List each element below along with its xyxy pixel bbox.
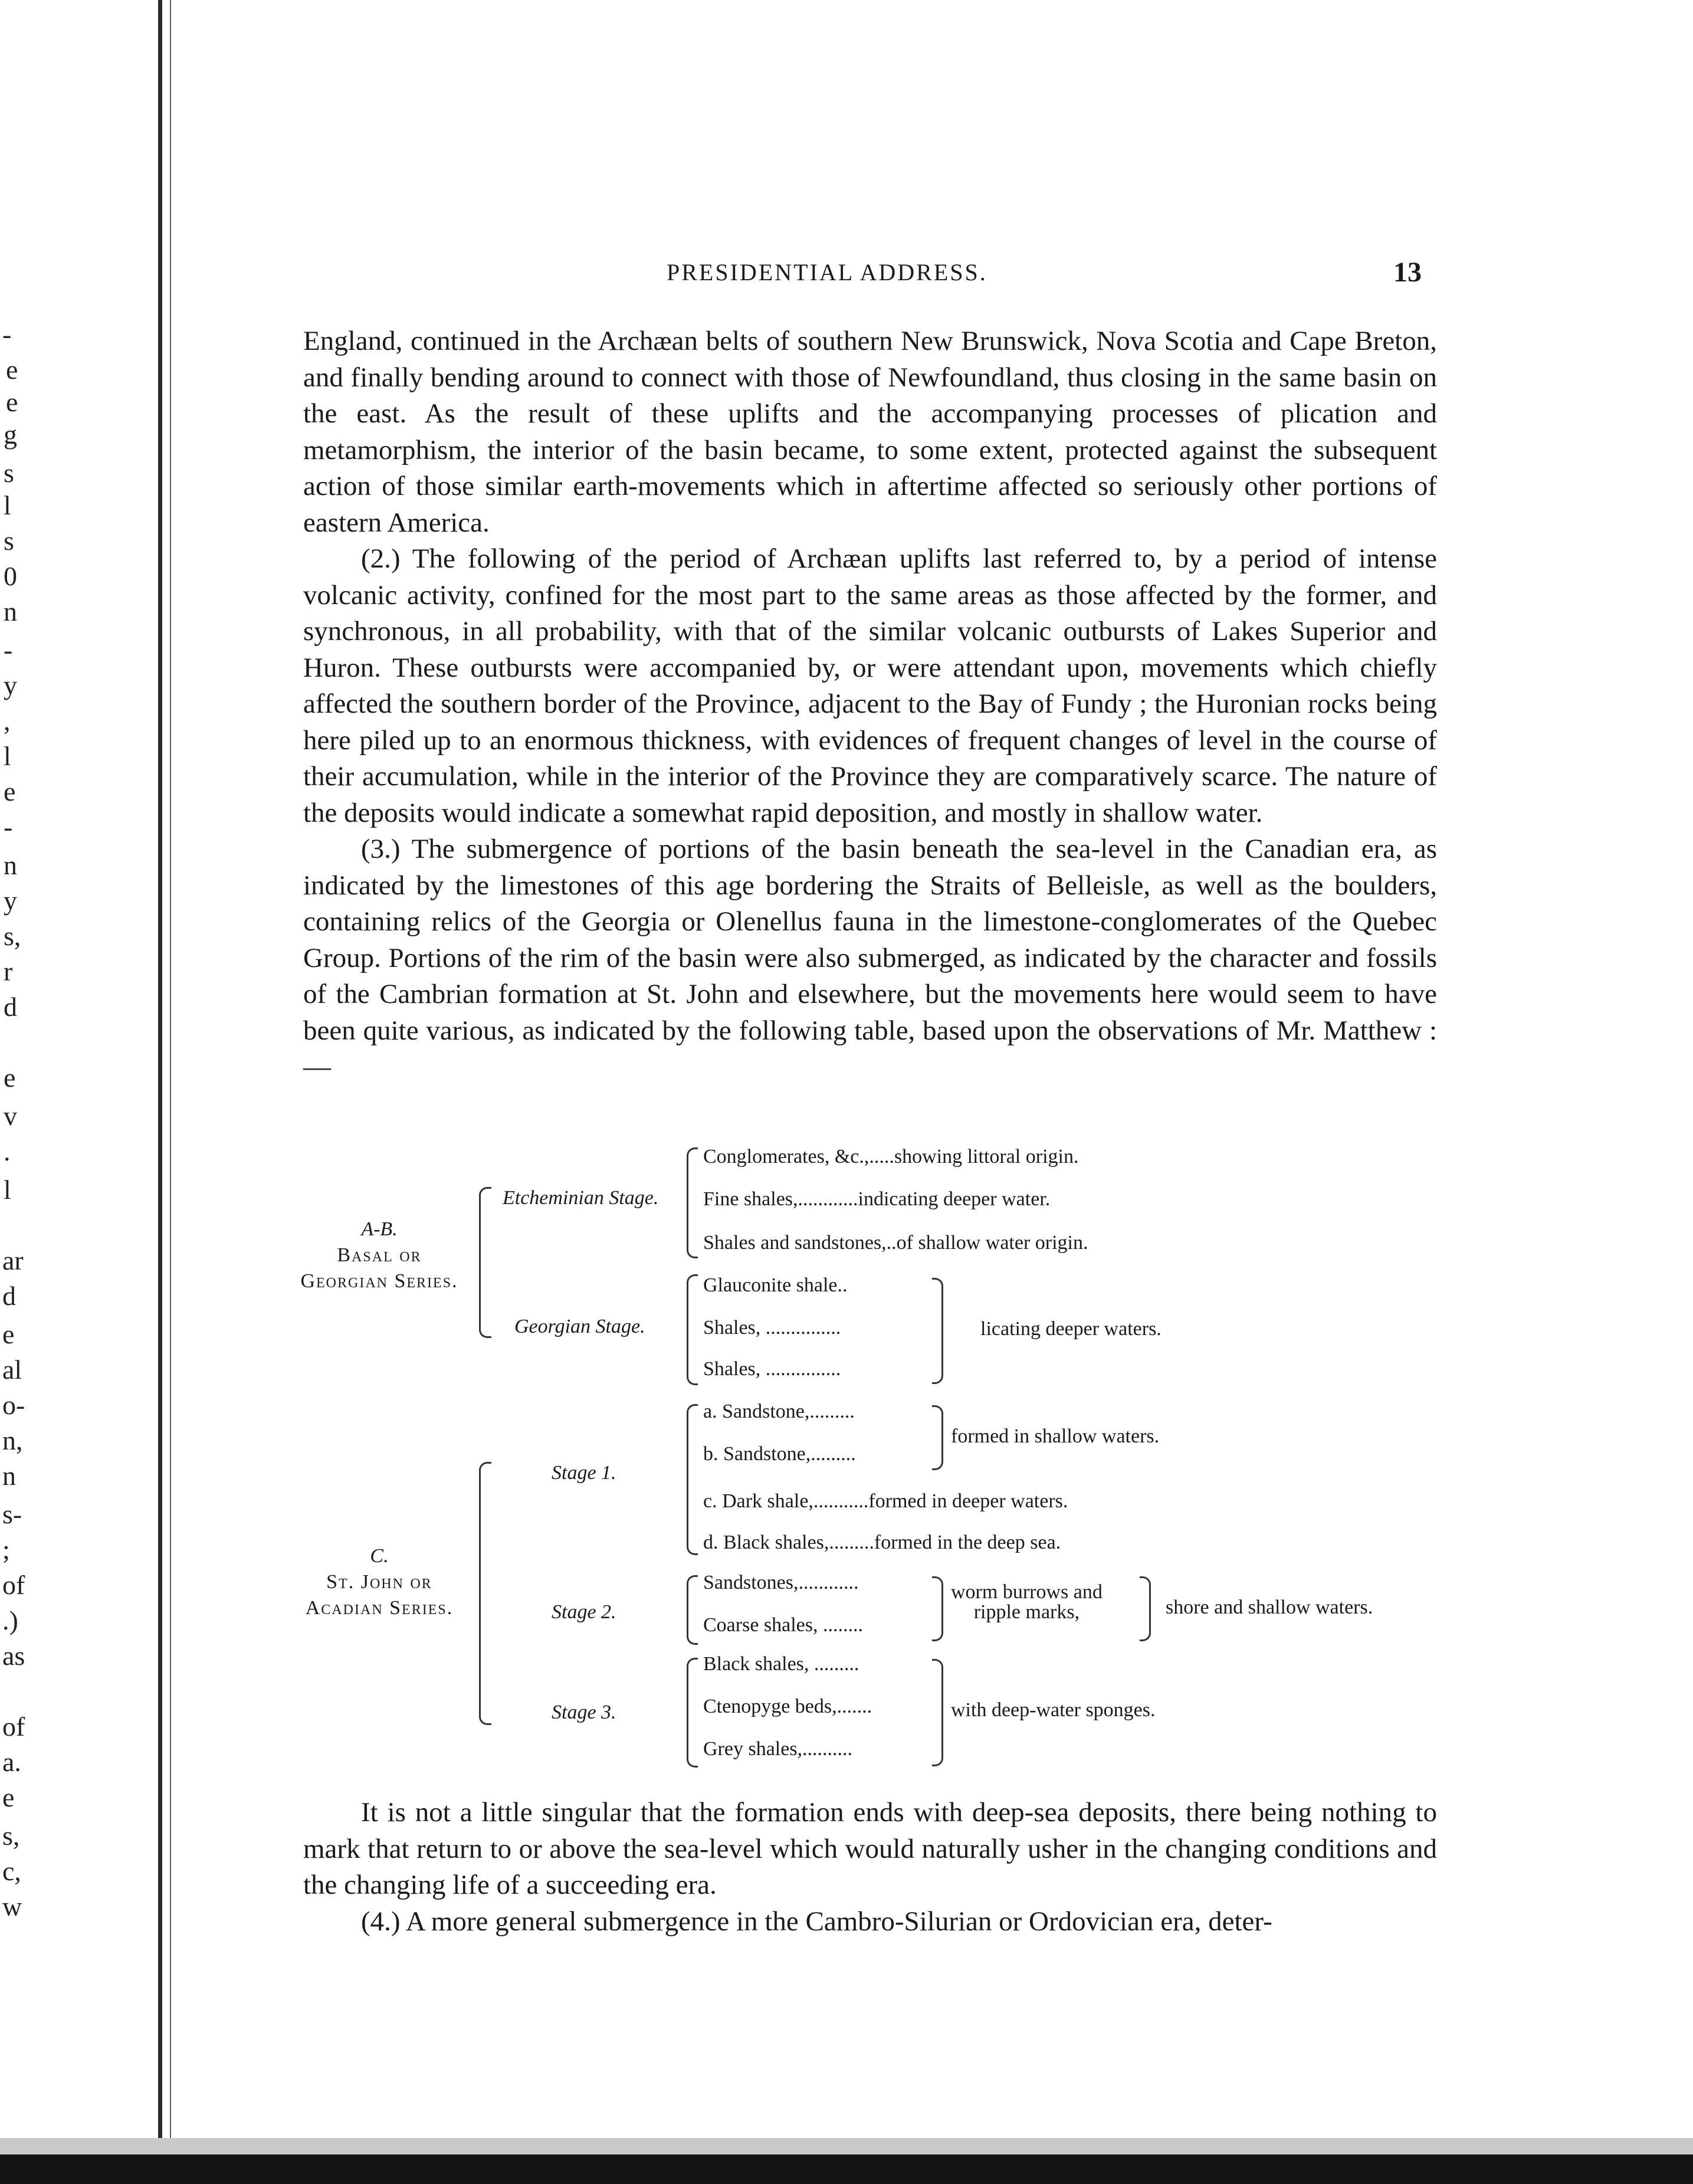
entry-shales-sandstones: Shales and sandstones,..of shallow water origin. (703, 1232, 1088, 1254)
margin-fragment: a. (2, 1747, 21, 1777)
binding-edge (158, 0, 162, 2184)
georgian-right-brace (932, 1278, 943, 1384)
worm-right-brace (1140, 1576, 1151, 1641)
margin-fragment: - (2, 319, 12, 349)
margin-fragment: s, (4, 921, 21, 951)
margin-fragment: ; (2, 1534, 10, 1565)
margin-fragment: l (4, 490, 11, 520)
series-c-code: C. (370, 1545, 389, 1567)
margin-fragment: of (2, 1711, 25, 1742)
margin-fragment: e (4, 776, 16, 806)
entry-fine-shales: Fine shales,............indicating deeper water. (703, 1188, 1051, 1210)
margin-fragment: w (2, 1891, 22, 1921)
margin-fragment: e (6, 355, 18, 385)
note-shallow: formed in shallow waters. (951, 1425, 1160, 1447)
etcheminian-brace (687, 1147, 698, 1258)
entry-black-shales-d: d. Black shales,.........formed in the deep sea. (703, 1532, 1061, 1553)
entry-conglomerates: Conglomerates, &c.,.....showing littoral origin. (703, 1146, 1079, 1168)
note-worm-line1: worm burrows and (951, 1581, 1103, 1603)
paragraph: (3.) The submergence of portions of the basin beneath the sea-level in the Canadian era, as indicated by the limestones of this age bordering the Straits of Belleisle, as well as the boulders, containing relics of the Georgia or Olenellus fauna in the limestone-conglomerates of the Quebec Group. Portions of the rim of the basin were also submerged, as indicated by the character and fossils of the Cambrian formation at St. John and elsewhere, but the movements here would seem to have been quite various, as indicated by the following table, based upon the observations of Mr. Matthew :— (303, 834, 1437, 1082)
margin-fragment: v (4, 1101, 17, 1131)
entry-coarse-shales: Coarse shales, ........ (703, 1614, 864, 1636)
margin-fragment: s (4, 526, 14, 556)
series-c-line2: Acadian Series. (305, 1597, 454, 1619)
paragraph: (4.) A more general submergence in the Cambro-Silurian or Ordovician era, deter- (361, 1906, 1272, 1937)
margin-fragment: as (2, 1641, 25, 1671)
margin-fragment: y (4, 886, 17, 916)
body-text-top (303, 323, 1437, 1086)
note-worm-burrows (951, 1582, 1103, 1622)
stage3-right-brace (932, 1659, 943, 1766)
page-number: 13 (1393, 257, 1422, 288)
margin-fragment: s- (2, 1499, 22, 1529)
margin-fragment: e (6, 387, 18, 417)
paragraph: It is not a little singular that the formation ends with deep-sea deposits, there being nothing to mark that return to or above the sea-level which would naturally usher in the changing conditions and the changing life of a succeeding era. (303, 1797, 1437, 1900)
margin-fragment: n (4, 850, 17, 880)
series-ab-code: A-B. (361, 1218, 398, 1240)
entry-glauconite: Glauconite shale.. (703, 1274, 848, 1296)
margin-fragment: l (4, 741, 11, 771)
note-georgian: licating deeper waters. (980, 1318, 1162, 1340)
margin-fragment: d (2, 1281, 16, 1311)
entry-georgian-shales-1: Shales, ............... (703, 1317, 841, 1339)
margin-fragment: c, (2, 1856, 21, 1886)
margin-fragment: l (4, 1175, 11, 1205)
series-c-brace (479, 1462, 491, 1725)
margin-fragment: e (4, 1063, 16, 1093)
body-text-bottom (303, 1795, 1437, 1940)
margin-fragment: - (4, 635, 13, 665)
series-ab-brace (479, 1187, 491, 1338)
margin-fragment: n (4, 596, 17, 627)
margin-fragment: n, (2, 1425, 23, 1455)
stage1-brace (687, 1404, 698, 1555)
entry-georgian-shales-2: Shales, ............... (703, 1358, 841, 1380)
stage-2: Stage 2. (552, 1601, 616, 1623)
margin-fragment: of (2, 1570, 25, 1600)
sandstone-right-brace (932, 1405, 943, 1470)
entry-sandstones: Sandstones,............ (703, 1572, 859, 1593)
margin-fragment: s, (2, 1821, 20, 1851)
entry-grey-shales: Grey shales,.......... (703, 1738, 853, 1760)
stage-1: Stage 1. (552, 1462, 616, 1484)
entry-black-shales: Black shales, ......... (703, 1653, 859, 1675)
margin-fragment: s (4, 458, 14, 488)
margin-fragment: o- (2, 1390, 25, 1420)
margin-fragment: e (2, 1319, 15, 1349)
margin-fragment: d (4, 992, 17, 1022)
scan-bottom-bar (0, 2155, 1693, 2184)
note-sponges: with deep-water sponges. (951, 1699, 1156, 1721)
entry-dark-shale: c. Dark shale,...........formed in deeper waters. (703, 1490, 1068, 1512)
margin-fragment: ar (2, 1245, 24, 1275)
margin-fragment: 0 (4, 561, 17, 591)
stage-3: Stage 3. (552, 1701, 616, 1723)
note-shore: shore and shallow waters. (1166, 1596, 1373, 1618)
margin-fragment: .) (2, 1605, 18, 1635)
running-title: PRESIDENTIAL ADDRESS. (667, 259, 987, 286)
scan-bottom-strip (0, 2138, 1693, 2155)
paragraph: England, continued in the Archæan belts of southern New Brunswick, Nova Scotia and Cape Breton, and finally bending around to connect with those of Newfoundland, thus closing in the same basin on the east. As the result of these uplifts and the accompanying processes of plication and metamorphism, the interior of the basin became, to some extent, protected against the subsequent action of those similar earth-movements which in aftertime affected so seriously other portions of eastern America. (303, 326, 1437, 538)
series-c-line1: St. John or (326, 1571, 432, 1593)
margin-fragment: y (4, 670, 17, 700)
entry-ctenopyge: Ctenopyge beds,....... (703, 1696, 872, 1717)
stage2-right-brace (932, 1576, 943, 1641)
margin-fragment: n (2, 1461, 16, 1491)
margin-fragment: - (4, 812, 13, 842)
margin-fragment: r (4, 956, 13, 986)
margin-fragment: . (4, 1136, 11, 1166)
margin-fragment: g (4, 419, 17, 450)
georgian-brace (687, 1274, 698, 1385)
binding-edge-inner (170, 0, 171, 2184)
entry-sandstone-a: a. Sandstone,......... (703, 1401, 855, 1422)
series-c-label (282, 1543, 477, 1621)
margin-fragment: e (2, 1782, 15, 1812)
stage2-brace (687, 1575, 698, 1645)
stage-etcheminian: Etcheminian Stage. (503, 1187, 659, 1209)
stage3-brace (687, 1658, 698, 1767)
stage-georgian: Georgian Stage. (514, 1316, 645, 1337)
margin-fragment: , (4, 706, 11, 736)
entry-sandstone-b: b. Sandstone,......... (703, 1443, 856, 1465)
note-worm-line2: ripple marks, (973, 1601, 1080, 1623)
series-ab-label (282, 1216, 477, 1294)
paragraph: (2.) The following of the period of Archæan uplifts last referred to, by a period of intense volcanic activity, confined for the most part to the same areas as those affected by the former, and synchronous, in all probability, with that of the similar volcanic outbursts of Lakes Superior and Huron. These outbursts were accompanied by, or were attendant upon, movements which chiefly affected the southern border of the Province, adjacent to the Bay of Fundy ; the Huronian rocks being here piled up to an enormous thickness, with evidences of frequent changes of level in the course of their accumulation, while in the interior of the Province they are comparatively scarce. The nature of the deposits would indicate a somewhat rapid deposition, and mostly in shallow water. (303, 543, 1437, 828)
margin-fragment: al (2, 1355, 22, 1385)
series-ab-line2: Georgian Series. (300, 1270, 458, 1292)
series-ab-line1: Basal or (337, 1244, 422, 1266)
